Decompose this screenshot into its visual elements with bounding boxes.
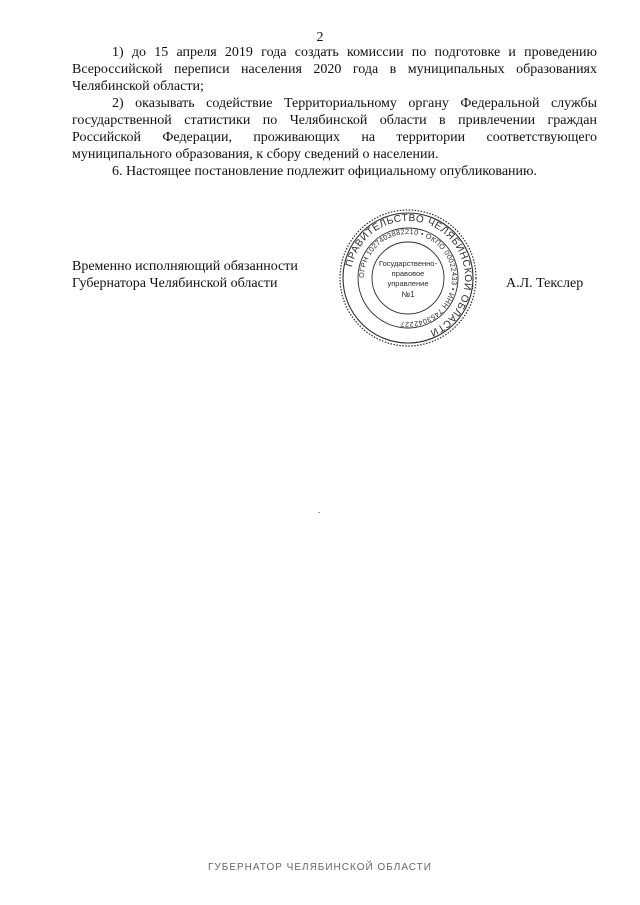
paragraph-item-2: 2) оказывать содействие Территориальному органу Федеральной службы государственной статистики по Челябинской области в привлечении граждан Российской Федерации, проживающих на территории соответствующего муниципального образования, к сбору сведений о населении.: [72, 96, 597, 162]
seal-center-line2: правовое: [391, 269, 425, 278]
signatory-position: [72, 258, 298, 292]
seal-outer-text: ПРАВИТЕЛЬСТВО ЧЕЛЯБИНСКОЙ ОБЛАСТИ: [344, 212, 474, 339]
document-body: [72, 44, 597, 180]
scan-artifact: [318, 512, 320, 513]
seal-center-line4: №1: [401, 290, 415, 299]
signatory-position-line1: Временно исполняющий обязанности: [72, 259, 298, 274]
paragraph-item-6: 6. Настоящее постановление подлежит официальному опубликованию.: [112, 164, 537, 179]
paragraph-item-1: 1) до 15 апреля 2019 года создать комиссии по подготовке и проведению Всероссийской переписи населения 2020 года в муниципальных образованиях Челябинской области;: [72, 45, 597, 94]
seal-inner-text: ОГРН 1027403882210 • ОКПО 00022433 • ИНН 7453042227: [356, 226, 460, 330]
signatory-name: А.Л. Текслер: [506, 276, 584, 291]
page-number: 2: [316, 30, 324, 45]
signatory-position-line2: Губернатора Челябинской области: [72, 276, 278, 291]
seal-center-line1: Государственно-: [379, 259, 437, 268]
official-seal: [338, 208, 478, 348]
seal-stamp-icon: [338, 208, 478, 348]
page-footer: ГУБЕРНАТОР ЧЕЛЯБИНСКОЙ ОБЛАСТИ: [208, 862, 432, 873]
seal-center-line3: управление: [387, 279, 429, 288]
